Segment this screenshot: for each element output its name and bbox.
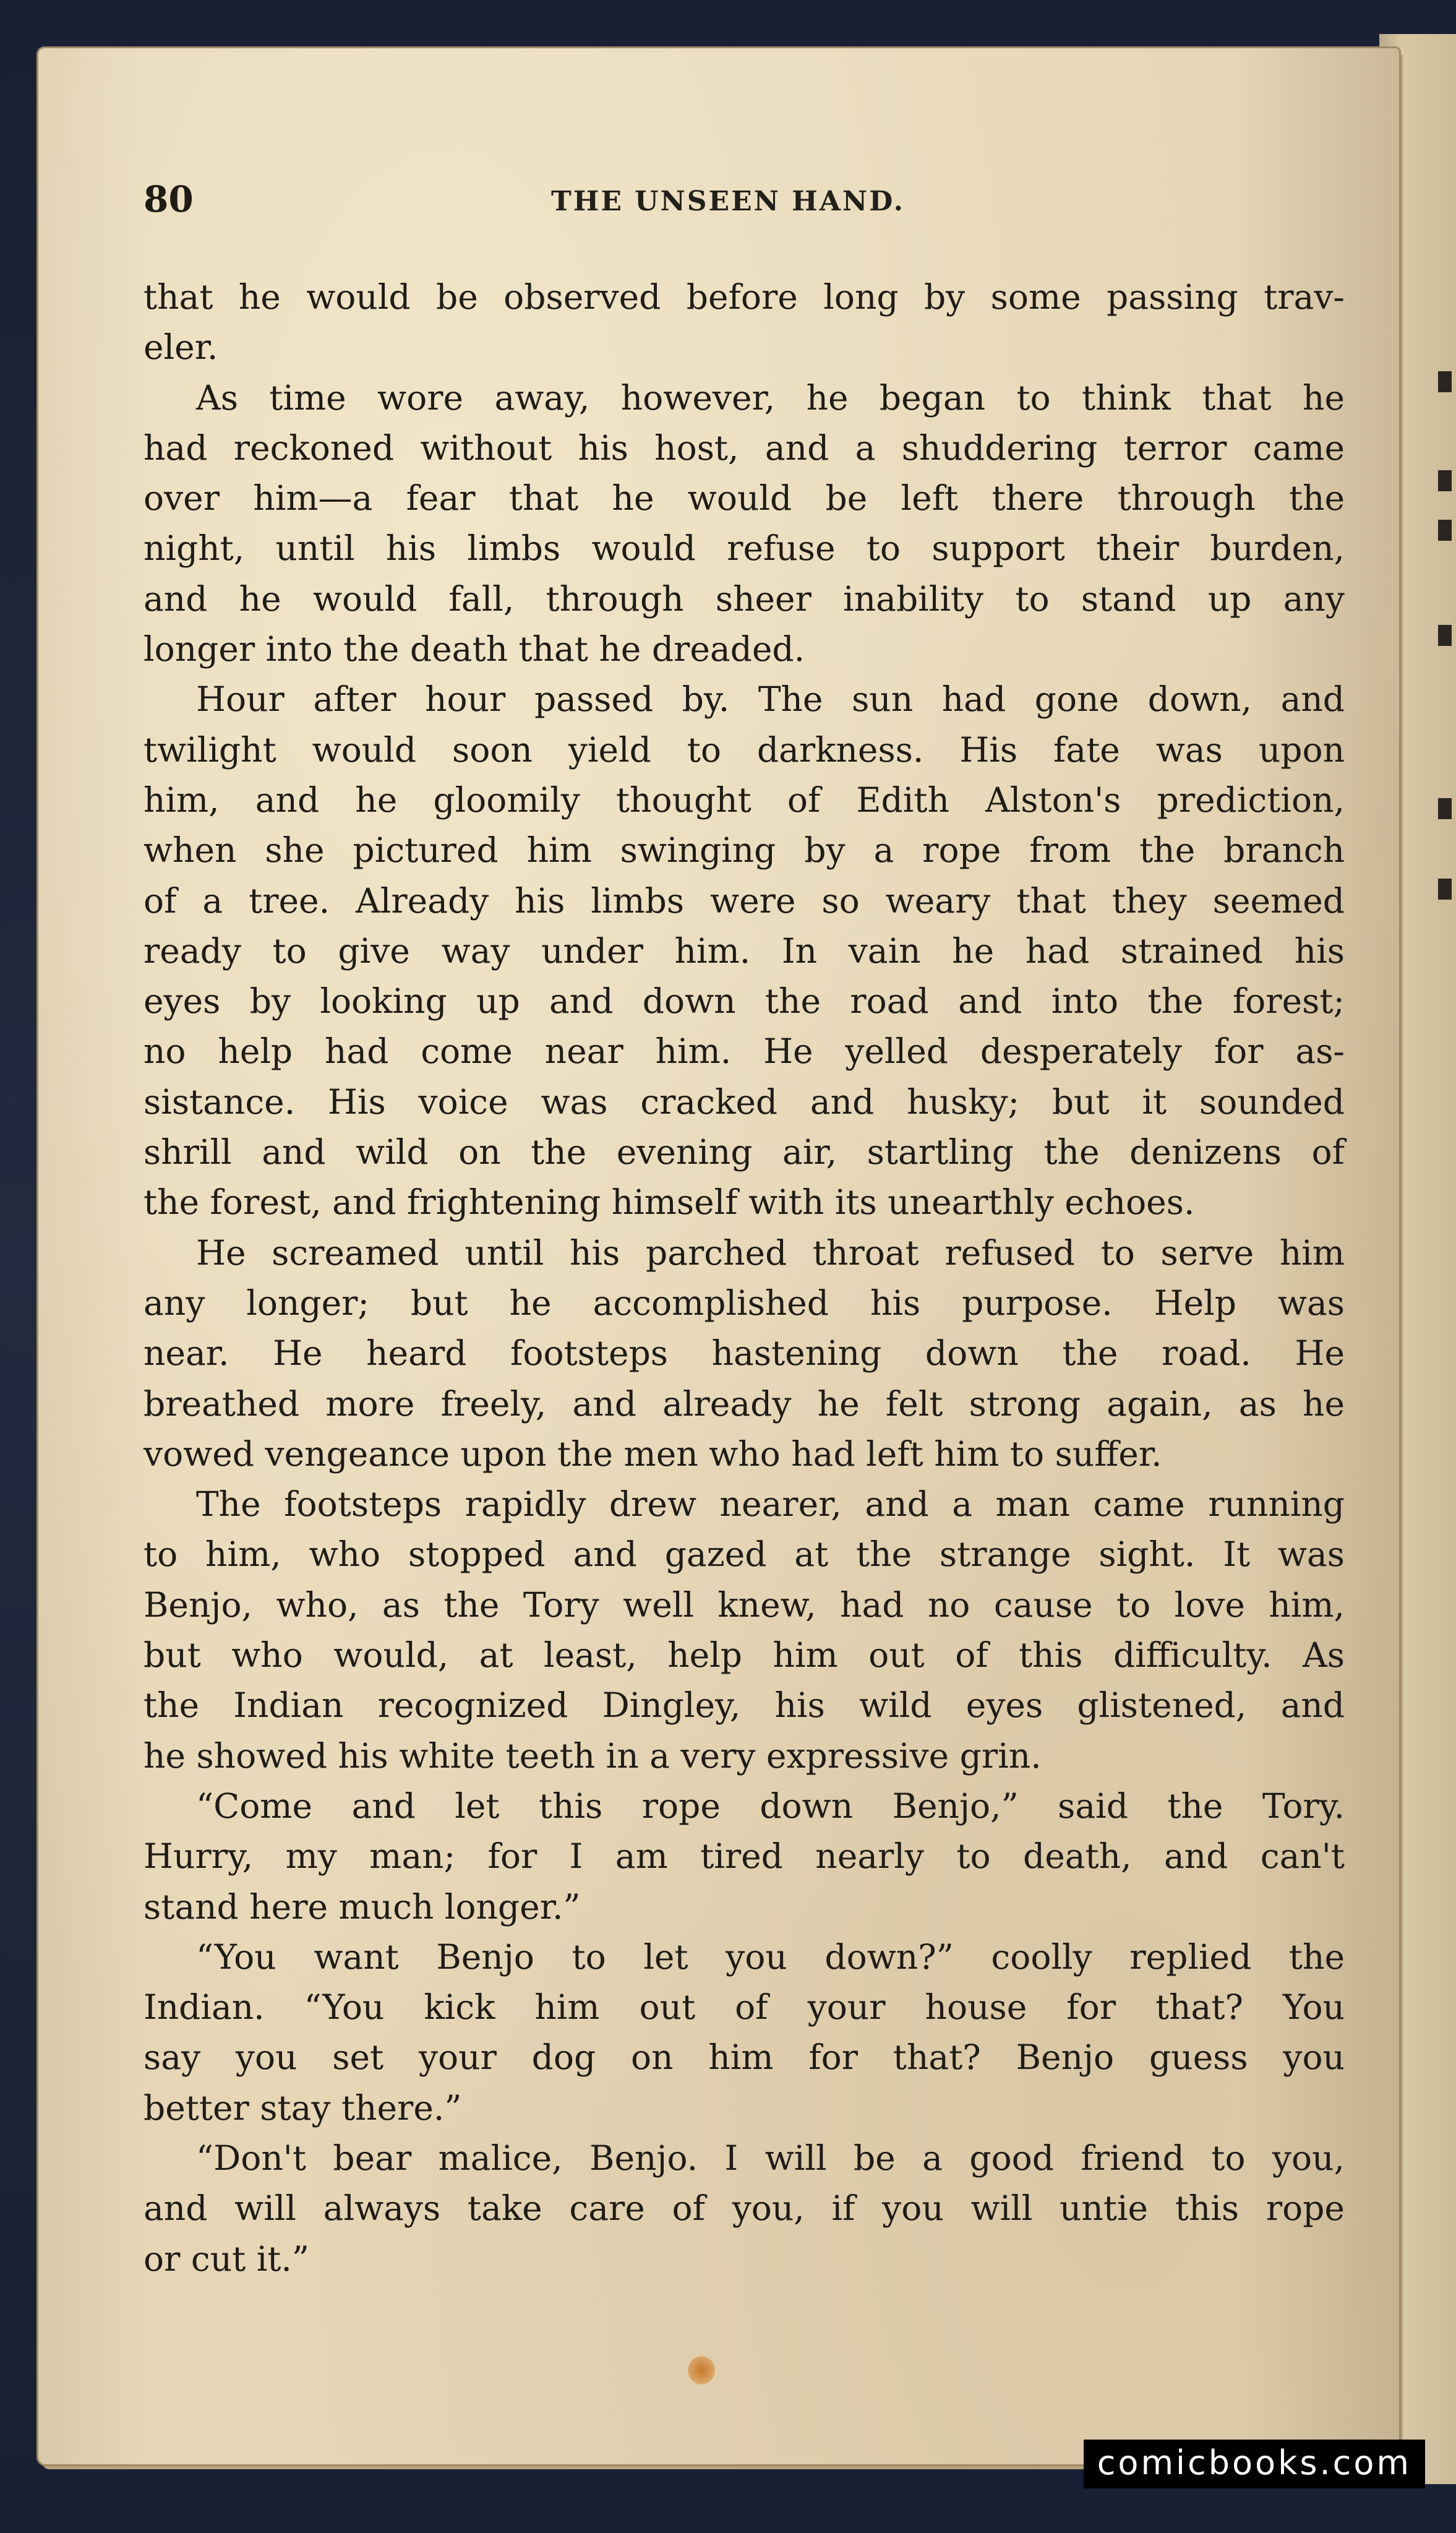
text-line: he showed his white teeth in a very expressive grin.: [143, 1735, 1042, 1776]
text-line: say you set your dog on him for that? Benjo guess you: [143, 2037, 1345, 2078]
text-line: better stay there.”: [143, 2088, 462, 2128]
paragraph: [143, 1479, 1345, 1781]
text-line: ready to give way under him. In vain he had strained his: [143, 931, 1345, 971]
text-line: sistance. His voice was cracked and husky; but it sounded: [143, 1082, 1345, 1122]
text-line: twilight would soon yield to darkness. His fate was upon: [143, 729, 1345, 770]
next-page-mark: [1438, 470, 1452, 491]
running-head: THE UNSEEN HAND.: [551, 186, 905, 217]
paragraph: [143, 2133, 1345, 2284]
watermark-badge: [1084, 2440, 1425, 2488]
text-line: him, and he gloomily thought of Edith Alston's prediction,: [143, 780, 1345, 820]
text-line: stand here much longer.”: [143, 1886, 581, 1927]
text-line: no help had come near him. He yelled desperately for as-: [143, 1031, 1345, 1072]
next-page-mark: [1438, 371, 1452, 392]
text-line: and he would fall, through sheer inability to stand up any: [143, 578, 1345, 619]
watermark-text: comicbooks.com: [1097, 2443, 1411, 2482]
text-line: any longer; but he accomplished his purpose. Help was: [143, 1283, 1345, 1323]
text-line: near. He heard footsteps hastening down the road. He: [143, 1333, 1345, 1374]
paragraph: [143, 674, 1345, 1228]
paragraph: [143, 373, 1345, 675]
paragraph: [143, 1228, 1345, 1479]
text-line: the Indian recognized Dingley, his wild eyes glistened, and: [143, 1685, 1345, 1726]
text-line: or cut it.”: [143, 2238, 309, 2279]
text-line: “You want Benjo to let you down?” coolly replied the: [196, 1937, 1345, 1977]
text-line: He screamed until his parched throat refused to serve him: [196, 1232, 1345, 1273]
text-line: but who would, at least, help him out of this difficulty. As: [143, 1635, 1345, 1675]
text-line: the forest, and frightening himself with its unearthly echoes.: [143, 1182, 1195, 1223]
paper-stain: [688, 2356, 715, 2385]
text-line: night, until his limbs would refuse to support their burden,: [143, 528, 1345, 569]
text-line: of a tree. Already his limbs were so weary that they seemed: [143, 880, 1345, 921]
text-line: Hurry, my man; for I am tired nearly to death, and can't: [143, 1836, 1345, 1877]
text-line: “Come and let this rope down Benjo,” said the Tory.: [196, 1786, 1345, 1826]
text-line: The footsteps rapidly drew nearer, and a man came running: [196, 1484, 1345, 1525]
next-page-mark: [1438, 798, 1452, 819]
text-line: and will always take care of you, if you will untie this rope: [143, 2188, 1345, 2229]
text-line: eyes by looking up and down the road and into the forest;: [143, 981, 1345, 1021]
text-line: Benjo, who, as the Tory well knew, had no cause to love him,: [143, 1585, 1345, 1625]
text-line: that he would be observed before long by some passing trav-: [143, 277, 1345, 317]
text-line: longer into the death that he dreaded.: [143, 629, 805, 669]
text-line: shrill and wild on the evening air, startling the denizens of: [143, 1132, 1345, 1172]
text-line: breathed more freely, and already he felt strong again, as he: [143, 1383, 1345, 1424]
text-line: eler.: [143, 327, 218, 368]
text-line: Hour after hour passed by. The sun had gone down, and: [196, 679, 1345, 720]
next-page-mark: [1438, 879, 1452, 900]
text-line: As time wore away, however, he began to think that he: [196, 377, 1345, 418]
next-page-mark: [1438, 520, 1452, 541]
paragraph: [143, 272, 1345, 373]
text-line: “Don't bear malice, Benjo. I will be a good friend to you,: [196, 2138, 1345, 2178]
text-line: vowed vengeance upon the men who had left him to suffer.: [143, 1434, 1162, 1474]
paragraph: [143, 1932, 1345, 2133]
next-page-mark: [1438, 625, 1452, 646]
page-number: 80: [143, 178, 194, 220]
paragraph: [143, 1781, 1345, 1932]
text-line: over him—a fear that he would be left there through the: [143, 478, 1345, 518]
text-line: Indian. “You kick him out of your house for that? You: [143, 1987, 1345, 2028]
text-line: when she pictured him swinging by a rope from the branch: [143, 830, 1345, 871]
text-line: to him, who stopped and gazed at the strange sight. It was: [143, 1534, 1345, 1575]
text-line: had reckoned without his host, and a shuddering terror came: [143, 428, 1345, 468]
body-text: [143, 272, 1345, 2284]
